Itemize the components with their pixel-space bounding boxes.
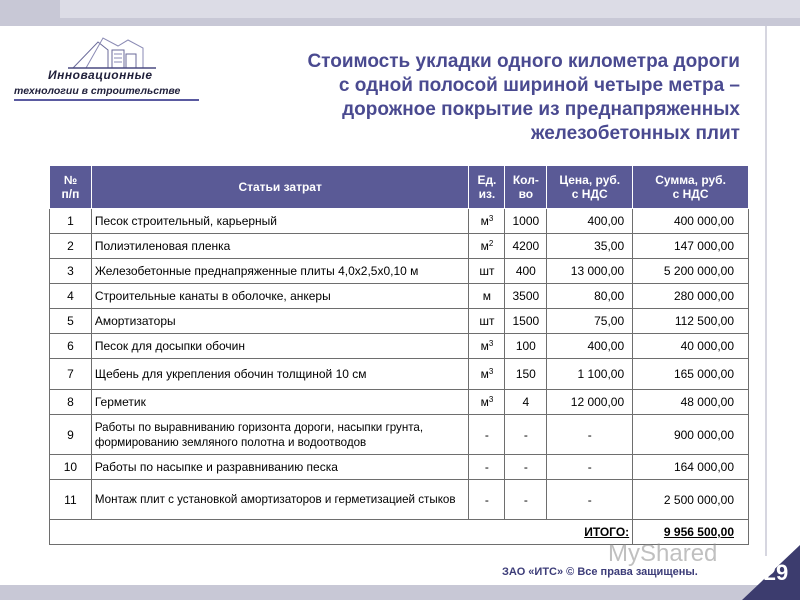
cell-num: 4	[50, 284, 92, 309]
cell-qty: -	[505, 415, 547, 455]
bottom-decor-bar	[0, 585, 800, 600]
total-label: ИТОГО:	[50, 520, 633, 545]
table-row	[50, 259, 749, 284]
cell-qty: 1500	[505, 309, 547, 334]
copyright-text: ЗАО «ИТС» © Все права защищены.	[502, 566, 698, 578]
table-row	[50, 334, 749, 359]
table-row	[50, 480, 749, 520]
top-decor-bar-inner	[60, 0, 800, 18]
cell-item: Железобетонные преднапряженные плиты 4,0х2,5х0,10 м	[91, 259, 469, 284]
cell-sum: 900 000,00	[633, 415, 749, 455]
cell-unit: -	[469, 415, 505, 455]
cell-num: 3	[50, 259, 92, 284]
cell-item: Работы по насыпке и разравниванию песка	[91, 455, 469, 480]
total-value: 9 956 500,00	[633, 520, 749, 545]
cell-qty: 400	[505, 259, 547, 284]
table-row	[50, 415, 749, 455]
cell-unit: шт	[469, 259, 505, 284]
cell-item: Песок для досыпки обочин	[91, 334, 469, 359]
cell-price: 35,00	[547, 234, 633, 259]
cell-price: 80,00	[547, 284, 633, 309]
cell-price: -	[547, 480, 633, 520]
logo-text-line1: Инновационные	[48, 68, 153, 82]
cell-num: 10	[50, 455, 92, 480]
slide-title	[210, 50, 740, 146]
table-row	[50, 209, 749, 234]
title-line1: Стоимость укладки одного километра дороги	[307, 51, 740, 72]
cell-sum: 5 200 000,00	[633, 259, 749, 284]
cell-item: Полиэтиленовая пленка	[91, 234, 469, 259]
cell-sum: 40 000,00	[633, 334, 749, 359]
header-qty: Кол- во	[505, 166, 547, 209]
table-row	[50, 359, 749, 390]
title-line3: дорожное покрытие из преднапряженных	[342, 99, 740, 120]
cell-sum: 165 000,00	[633, 359, 749, 390]
cell-item: Строительные канаты в оболочке, анкеры	[91, 284, 469, 309]
cell-unit: $м^2$	[469, 234, 505, 259]
cell-qty: -	[505, 455, 547, 480]
table-row	[50, 234, 749, 259]
header-price: Цена, руб. с НДС	[547, 166, 633, 209]
cell-item: Монтаж плит с установкой амортизаторов и герметизацией стыков	[91, 480, 469, 520]
cell-num: 11	[50, 480, 92, 520]
cell-sum: 2 500 000,00	[633, 480, 749, 520]
cell-qty: 100	[505, 334, 547, 359]
cost-table	[49, 165, 749, 545]
cell-num: 5	[50, 309, 92, 334]
cell-unit: -	[469, 455, 505, 480]
cell-item: Работы по выравниванию горизонта дороги, насыпки грунта, формированию земляного полотна и водоотводов	[91, 415, 469, 455]
cell-unit: $м^3$	[469, 334, 505, 359]
cell-price: 12 000,00	[547, 390, 633, 415]
building-sketch-icon	[68, 36, 158, 70]
cell-unit: $м^3$	[469, 390, 505, 415]
cell-sum: 112 500,00	[633, 309, 749, 334]
cell-sum: 164 000,00	[633, 455, 749, 480]
cell-num: 7	[50, 359, 92, 390]
cell-unit: шт	[469, 309, 505, 334]
table-header-row	[50, 166, 749, 209]
cell-num: 6	[50, 334, 92, 359]
logo-text-line2: технологии в строительстве	[14, 85, 181, 97]
cell-sum: 400 000,00	[633, 209, 749, 234]
cell-num: 8	[50, 390, 92, 415]
cell-qty: 4200	[505, 234, 547, 259]
cell-sum: 147 000,00	[633, 234, 749, 259]
cell-price: -	[547, 415, 633, 455]
cell-qty: 1000	[505, 209, 547, 234]
cell-price: 400,00	[547, 209, 633, 234]
cell-num: 2	[50, 234, 92, 259]
cell-unit: м	[469, 284, 505, 309]
cell-price: -	[547, 455, 633, 480]
cell-qty: 3500	[505, 284, 547, 309]
logo-underline	[14, 99, 199, 101]
table-row	[50, 455, 749, 480]
title-line2: с одной полосой шириной четыре метра –	[338, 75, 740, 96]
cell-item: Песок строительный, карьерный	[91, 209, 469, 234]
cell-price: 75,00	[547, 309, 633, 334]
title-line4: железобетонных плит	[530, 123, 740, 144]
cell-item: Щебень для укрепления обочин толщиной 10 см	[91, 359, 469, 390]
cell-price: 1 100,00	[547, 359, 633, 390]
top-decor-bar	[0, 0, 800, 26]
cell-price: 400,00	[547, 334, 633, 359]
cell-sum: 48 000,00	[633, 390, 749, 415]
header-num: № п/п	[50, 166, 92, 209]
header-item: Статьи затрат	[91, 166, 469, 209]
cell-sum: 280 000,00	[633, 284, 749, 309]
cell-unit: $м^3$	[469, 359, 505, 390]
cell-item: Амортизаторы	[91, 309, 469, 334]
cell-qty: 4	[505, 390, 547, 415]
right-decor-rule	[765, 26, 767, 556]
table-row	[50, 284, 749, 309]
cell-unit: $м^3$	[469, 209, 505, 234]
cell-unit: -	[469, 480, 505, 520]
header-sum: Сумма, руб. с НДС	[633, 166, 749, 209]
table-row	[50, 390, 749, 415]
cell-qty: 150	[505, 359, 547, 390]
cell-item: Герметик	[91, 390, 469, 415]
cell-qty: -	[505, 480, 547, 520]
table-row	[50, 309, 749, 334]
cell-price: 13 000,00	[547, 259, 633, 284]
cell-num: 1	[50, 209, 92, 234]
company-logo	[8, 36, 208, 106]
header-unit: Ед. из.	[469, 166, 505, 209]
cell-num: 9	[50, 415, 92, 455]
page-number: 29	[763, 560, 789, 585]
watermark: MyShared	[608, 540, 718, 567]
